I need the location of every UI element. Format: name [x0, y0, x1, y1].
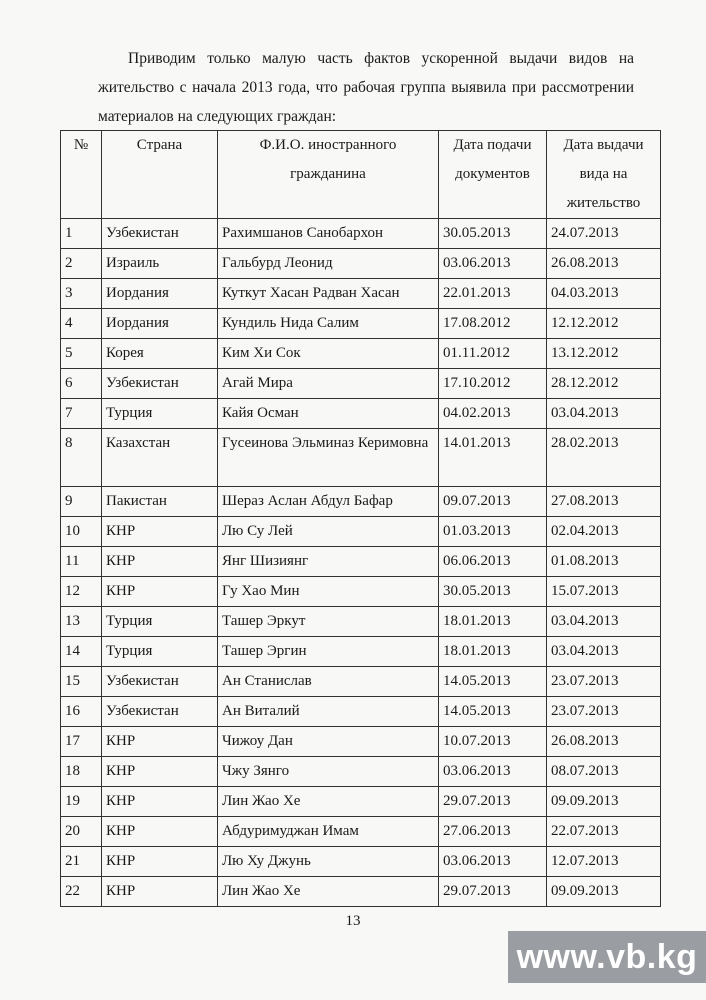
cell-submit-date: 17.10.2012	[439, 369, 547, 399]
cell-number: 21	[61, 847, 102, 877]
table-row	[61, 847, 661, 877]
cell-issue-date: 27.08.2013	[547, 487, 661, 517]
cell-submit-date: 09.07.2013	[439, 487, 547, 517]
cell-submit-date: 27.06.2013	[439, 817, 547, 847]
cell-submit-date: 14.05.2013	[439, 697, 547, 727]
site-watermark: www.vb.kg	[508, 931, 706, 983]
cell-country: КНР	[102, 817, 218, 847]
cell-full-name: Гу Хао Мин	[218, 577, 439, 607]
cell-submit-date: 18.01.2013	[439, 607, 547, 637]
cell-number: 2	[61, 249, 102, 279]
cell-number: 18	[61, 757, 102, 787]
cell-issue-date: 09.09.2013	[547, 877, 661, 907]
table-row	[61, 727, 661, 757]
cell-issue-date: 03.04.2013	[547, 399, 661, 429]
cell-number: 14	[61, 637, 102, 667]
cell-country: Турция	[102, 637, 218, 667]
cell-full-name: Гусеинова Эльминаз Керимовна	[218, 429, 439, 487]
cell-full-name: Куткут Хасан Радван Хасан	[218, 279, 439, 309]
cell-country: Пакистан	[102, 487, 218, 517]
cell-issue-date: 13.12.2012	[547, 339, 661, 369]
header-number: №	[61, 131, 102, 219]
cell-country: Казахстан	[102, 429, 218, 487]
cell-submit-date: 03.06.2013	[439, 249, 547, 279]
cell-full-name: Ким Хи Сок	[218, 339, 439, 369]
table-row	[61, 369, 661, 399]
cell-submit-date: 01.11.2012	[439, 339, 547, 369]
cell-full-name: Кайя Осман	[218, 399, 439, 429]
cell-submit-date: 03.06.2013	[439, 757, 547, 787]
cell-full-name: Лин Жао Хе	[218, 787, 439, 817]
cell-number: 6	[61, 369, 102, 399]
cell-country: КНР	[102, 877, 218, 907]
cell-submit-date: 18.01.2013	[439, 637, 547, 667]
cell-full-name: Абдуримуджан Имам	[218, 817, 439, 847]
cell-issue-date: 03.04.2013	[547, 637, 661, 667]
cell-issue-date: 23.07.2013	[547, 697, 661, 727]
cell-number: 15	[61, 667, 102, 697]
cell-submit-date: 14.01.2013	[439, 429, 547, 487]
table-row	[61, 877, 661, 907]
table-row	[61, 429, 661, 487]
cell-submit-date: 30.05.2013	[439, 219, 547, 249]
table-row	[61, 577, 661, 607]
cell-issue-date: 15.07.2013	[547, 577, 661, 607]
table-row	[61, 279, 661, 309]
cell-country: Турция	[102, 607, 218, 637]
cell-issue-date: 12.12.2012	[547, 309, 661, 339]
residence-permits-table	[60, 130, 661, 907]
table-row	[61, 697, 661, 727]
table-row	[61, 607, 661, 637]
cell-full-name: Кундиль Нида Салим	[218, 309, 439, 339]
cell-country: КНР	[102, 787, 218, 817]
cell-issue-date: 28.12.2012	[547, 369, 661, 399]
cell-number: 9	[61, 487, 102, 517]
cell-full-name: Лю Ху Джунь	[218, 847, 439, 877]
table-row	[61, 817, 661, 847]
cell-full-name: Чжу Зянго	[218, 757, 439, 787]
cell-number: 22	[61, 877, 102, 907]
cell-number: 17	[61, 727, 102, 757]
table-header-row	[61, 131, 661, 219]
cell-submit-date: 29.07.2013	[439, 877, 547, 907]
table-row	[61, 637, 661, 667]
cell-submit-date: 22.01.2013	[439, 279, 547, 309]
cell-full-name: Лин Жао Хе	[218, 877, 439, 907]
cell-submit-date: 03.06.2013	[439, 847, 547, 877]
header-issue-date: Дата выдачи вида на жительство	[547, 131, 661, 219]
cell-issue-date: 09.09.2013	[547, 787, 661, 817]
cell-country: КНР	[102, 847, 218, 877]
cell-submit-date: 04.02.2013	[439, 399, 547, 429]
cell-submit-date: 30.05.2013	[439, 577, 547, 607]
table-row	[61, 309, 661, 339]
table-row	[61, 667, 661, 697]
page-number: 13	[345, 913, 361, 929]
cell-number: 4	[61, 309, 102, 339]
table-row	[61, 249, 661, 279]
cell-full-name: Агай Мира	[218, 369, 439, 399]
table-row	[61, 399, 661, 429]
cell-issue-date: 24.07.2013	[547, 219, 661, 249]
cell-full-name: Рахимшанов Санобархон	[218, 219, 439, 249]
cell-submit-date: 17.08.2012	[439, 309, 547, 339]
cell-country: Узбекистан	[102, 369, 218, 399]
cell-issue-date: 12.07.2013	[547, 847, 661, 877]
cell-full-name: Лю Су Лей	[218, 517, 439, 547]
cell-full-name: Ташер Эркут	[218, 607, 439, 637]
cell-number: 16	[61, 697, 102, 727]
table-row	[61, 517, 661, 547]
cell-issue-date: 26.08.2013	[547, 727, 661, 757]
cell-number: 3	[61, 279, 102, 309]
cell-number: 5	[61, 339, 102, 369]
cell-submit-date: 06.06.2013	[439, 547, 547, 577]
cell-country: КНР	[102, 547, 218, 577]
cell-country: КНР	[102, 757, 218, 787]
cell-full-name: Ан Станислав	[218, 667, 439, 697]
cell-full-name: Ан Виталий	[218, 697, 439, 727]
table-row	[61, 757, 661, 787]
table-row	[61, 487, 661, 517]
cell-number: 13	[61, 607, 102, 637]
cell-issue-date: 08.07.2013	[547, 757, 661, 787]
cell-issue-date: 23.07.2013	[547, 667, 661, 697]
cell-full-name: Янг Шизиянг	[218, 547, 439, 577]
table-row	[61, 547, 661, 577]
cell-issue-date: 02.04.2013	[547, 517, 661, 547]
cell-number: 8	[61, 429, 102, 487]
cell-issue-date: 04.03.2013	[547, 279, 661, 309]
cell-country: Корея	[102, 339, 218, 369]
cell-number: 7	[61, 399, 102, 429]
cell-country: Турция	[102, 399, 218, 429]
cell-country: КНР	[102, 577, 218, 607]
cell-country: Узбекистан	[102, 219, 218, 249]
cell-issue-date: 03.04.2013	[547, 607, 661, 637]
table-row	[61, 787, 661, 817]
cell-number: 12	[61, 577, 102, 607]
cell-issue-date: 26.08.2013	[547, 249, 661, 279]
table-row	[61, 219, 661, 249]
header-submit-date: Дата подачи документов	[439, 131, 547, 219]
cell-country: Израиль	[102, 249, 218, 279]
cell-full-name: Ташер Эргин	[218, 637, 439, 667]
cell-issue-date: 22.07.2013	[547, 817, 661, 847]
cell-issue-date: 28.02.2013	[547, 429, 661, 487]
cell-number: 20	[61, 817, 102, 847]
cell-country: Иордания	[102, 279, 218, 309]
cell-country: КНР	[102, 727, 218, 757]
header-country: Страна	[102, 131, 218, 219]
cell-issue-date: 01.08.2013	[547, 547, 661, 577]
cell-number: 10	[61, 517, 102, 547]
cell-full-name: Гальбурд Леонид	[218, 249, 439, 279]
cell-country: Узбекистан	[102, 667, 218, 697]
cell-full-name: Шераз Аслан Абдул Бафар	[218, 487, 439, 517]
cell-country: Узбекистан	[102, 697, 218, 727]
cell-submit-date: 10.07.2013	[439, 727, 547, 757]
cell-country: КНР	[102, 517, 218, 547]
header-full-name: Ф.И.О. иностранного гражданина	[218, 131, 439, 219]
cell-number: 1	[61, 219, 102, 249]
cell-number: 19	[61, 787, 102, 817]
cell-full-name: Чижоу Дан	[218, 727, 439, 757]
cell-submit-date: 29.07.2013	[439, 787, 547, 817]
intro-paragraph: Приводим только малую часть фактов ускоренной выдачи видов на жительство с начала 2013 года, что рабочая группа выявила при рассмотрении материалов на следующих граждан:	[98, 50, 634, 125]
cell-country: Иордания	[102, 309, 218, 339]
cell-number: 11	[61, 547, 102, 577]
cell-submit-date: 14.05.2013	[439, 667, 547, 697]
cell-submit-date: 01.03.2013	[439, 517, 547, 547]
table-row	[61, 339, 661, 369]
